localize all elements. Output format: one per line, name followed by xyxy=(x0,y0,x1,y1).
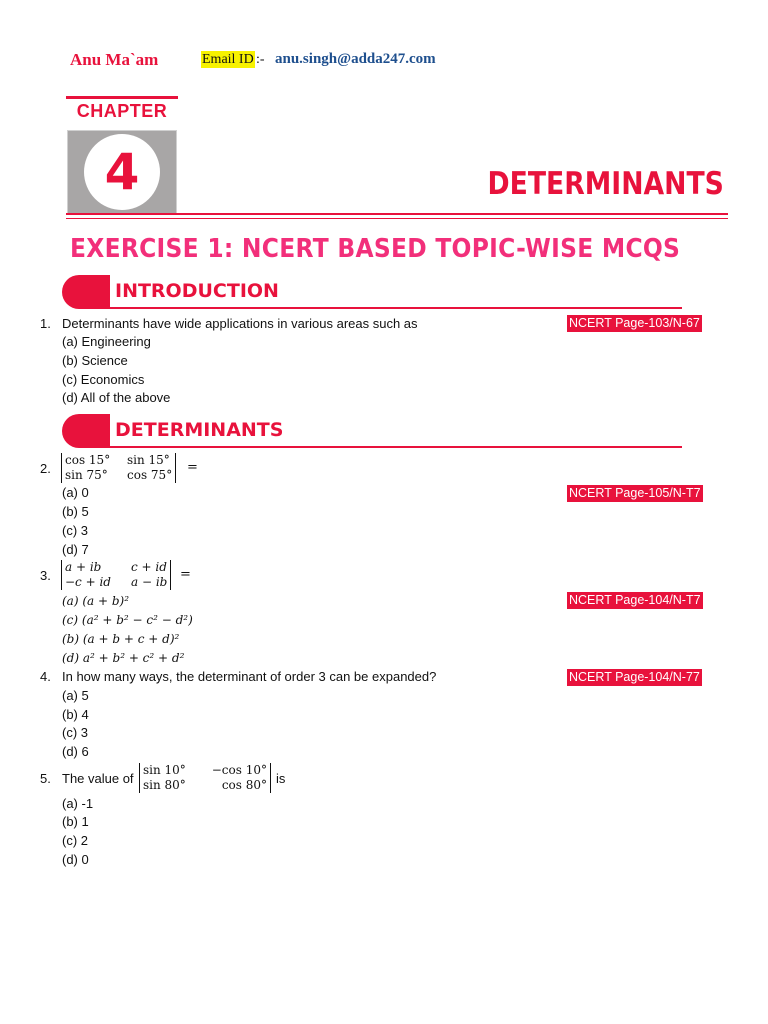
question-3-option-c[interactable]: (c) (a² + b² − c² − d²) xyxy=(62,613,193,627)
matrix-cell: a − ib xyxy=(131,575,168,589)
exercise-title: EXERCISE 1: NCERT BASED TOPIC-WISE MCQS xyxy=(70,234,681,264)
question-5-option-a[interactable]: (a) -1 xyxy=(62,796,94,811)
question-2-option-d[interactable]: (d) 7 xyxy=(62,542,89,557)
question-1-option-d[interactable]: (d) All of the above xyxy=(62,390,171,405)
matrix-cell: cos 80° xyxy=(221,778,267,792)
matrix-cell: sin 80° xyxy=(143,778,186,792)
question-4-option-d[interactable]: (d) 6 xyxy=(62,744,89,759)
matrix-cell: −cos 10° xyxy=(211,763,267,777)
question-5-option-c[interactable]: (c) 2 xyxy=(62,833,88,848)
question-5-determinant xyxy=(139,763,271,793)
matrix-cell: −c + id xyxy=(65,575,111,589)
question-3-determinant xyxy=(61,560,171,590)
section-title-determinants: DETERMINANTS xyxy=(115,419,284,441)
question-4-option-c[interactable]: (c) 3 xyxy=(62,725,88,740)
question-2-ncert-ref: NCERT Page-105/N-T7 xyxy=(569,486,701,500)
matrix-cell: sin 15° xyxy=(127,453,170,467)
chapter-title: DETERMINANTS xyxy=(487,166,724,202)
email-label: Email ID xyxy=(202,52,254,67)
question-3-option-d[interactable]: (d) a² + b² + c² + d² xyxy=(62,651,185,665)
question-4-option-a[interactable]: (a) 5 xyxy=(62,688,89,703)
matrix-cell: sin 75° xyxy=(65,468,108,482)
author-name: Anu Ma`am xyxy=(70,50,159,69)
matrix-cell: cos 75° xyxy=(127,468,173,482)
title-rule-thick xyxy=(66,213,728,215)
question-2-option-b[interactable]: (b) 5 xyxy=(62,504,89,519)
question-5-option-d[interactable]: (d) 0 xyxy=(62,852,89,867)
chapter-top-rule xyxy=(66,96,178,99)
question-1-number: 1. xyxy=(40,316,51,331)
question-2-option-a[interactable]: (a) 0 xyxy=(62,485,89,500)
matrix-cell: c + id xyxy=(131,560,167,574)
section-rule-determinants xyxy=(110,446,682,448)
chapter-number: 4 xyxy=(104,143,140,201)
section-pill-determinants xyxy=(62,414,110,448)
email-address[interactable]: anu.singh@adda247.com xyxy=(275,51,436,67)
question-3-option-b[interactable]: (b) (a + b + c + d)² xyxy=(62,632,180,646)
question-5-option-b[interactable]: (b) 1 xyxy=(62,814,89,829)
question-4-ncert-ref: NCERT Page-104/N-77 xyxy=(569,670,700,684)
question-1-ncert-ref: NCERT Page-103/N-67 xyxy=(569,316,700,330)
chapter-label: CHAPTER xyxy=(76,101,168,121)
question-1-option-a[interactable]: (a) Engineering xyxy=(62,334,151,349)
email-separator: :- xyxy=(256,52,265,67)
question-1-option-c[interactable]: (c) Economics xyxy=(62,372,145,387)
question-3-ncert-ref: NCERT Page-104/N-T7 xyxy=(569,593,701,607)
question-5-suffix: is xyxy=(276,771,286,786)
question-4-option-b[interactable]: (b) 4 xyxy=(62,707,89,722)
title-rule-thin xyxy=(66,218,728,219)
question-2-equals: = xyxy=(187,460,198,475)
question-3-number: 3. xyxy=(40,568,51,583)
question-1-option-b[interactable]: (b) Science xyxy=(62,353,128,368)
question-3-equals: = xyxy=(180,567,191,582)
question-4-text: In how many ways, the determinant of order 3 can be expanded? xyxy=(62,669,437,684)
question-5-prefix: The value of xyxy=(62,771,134,786)
question-5-number: 5. xyxy=(40,771,51,786)
section-title-introduction: INTRODUCTION xyxy=(115,280,279,302)
matrix-cell: a + ib xyxy=(65,560,102,574)
question-1-text: Determinants have wide applications in various areas such as xyxy=(62,316,418,331)
matrix-cell: sin 10° xyxy=(143,763,186,777)
question-4-number: 4. xyxy=(40,669,51,684)
question-3-option-a[interactable]: (a) (a + b)² xyxy=(62,594,130,608)
question-2-determinant xyxy=(61,453,176,483)
section-pill-introduction xyxy=(62,275,110,309)
question-2-option-c[interactable]: (c) 3 xyxy=(62,523,88,538)
matrix-cell: cos 15° xyxy=(65,453,111,467)
question-2-number: 2. xyxy=(40,461,51,476)
section-rule-introduction xyxy=(110,307,682,309)
